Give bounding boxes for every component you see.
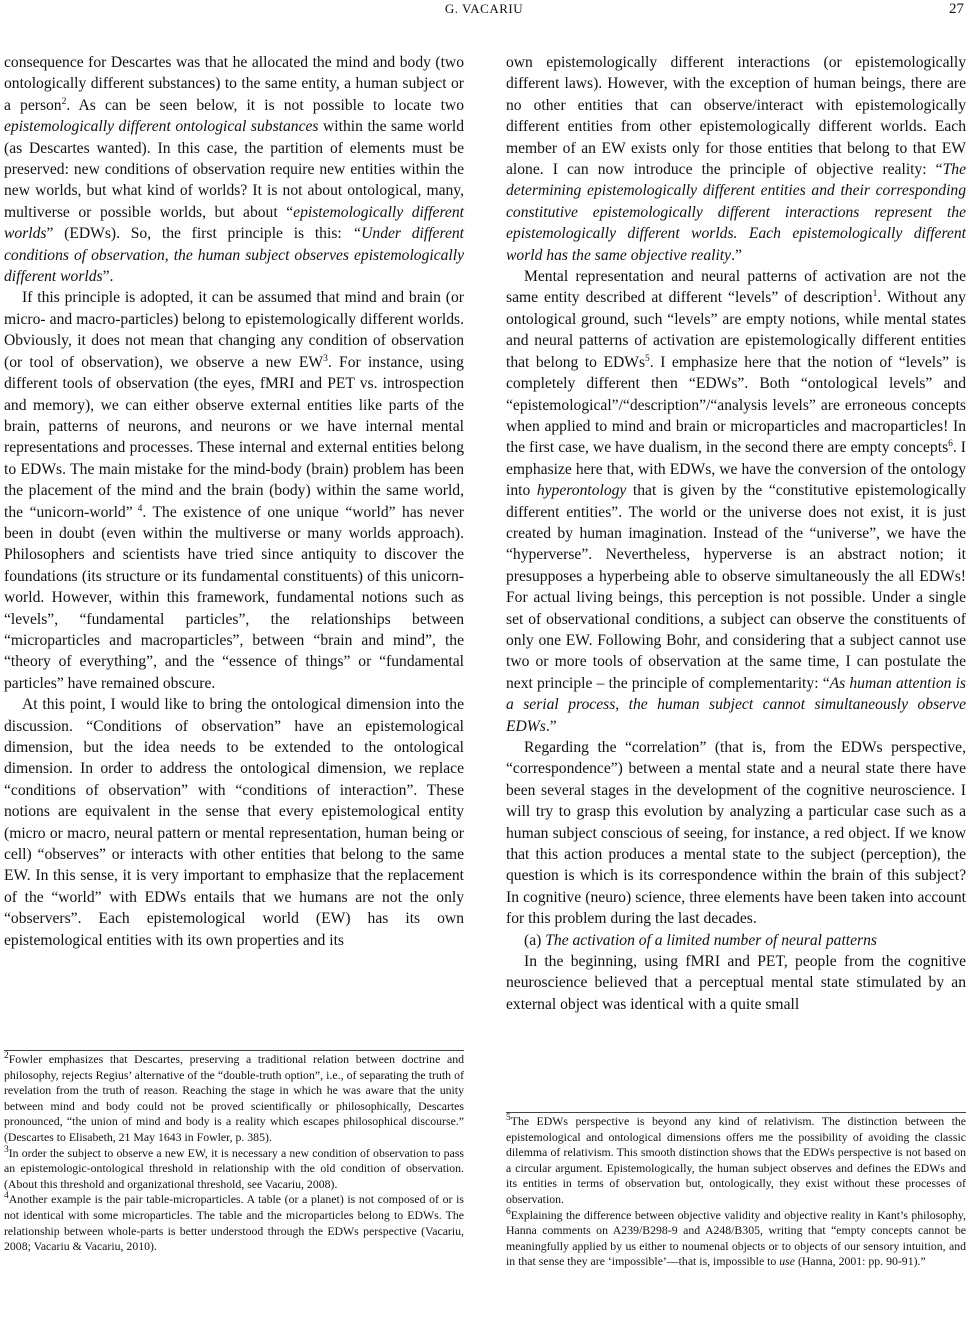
paragraph: Mental representation and neural patterns of activation are not the same entity described at different “levels” of description$^1$. Without any ontological ground, such “levels” are empty notions, while mental states and neural patterns of activation are epistemologically different entities that belong to EDWs$^5$. I emphasize here that the notion of “levels” is completely different then “EDWs”. Both “ontological levels” and “epistemological”/“description”/“analysis levels” are erroneous concepts when applied to mind and brain or microparticles and macroparticles! In the first case, we have dualism, in the second there are empty concepts$^6$. I emphasize here that, with EDWs, we have the conversion of the ontology into hyperontology that is given by the “constitutive epistemologically different entities”. The world or the universe does not exist, it is just created by human imagination. Instead of the “universe”, we have the “hyperverse”. Nevertheless, hyperverse is an abstract notion; it presupposes a hyperbeing able to observe simultaneously the all EDWs! For actual living beings, this perception is not possible. Under a single set of observational conditions, a subject can observe the constituents of only one EW. Following Bohr, and considering that a subject cannot use two or more tools of observation at the same time, I can postulate the next principle – the principle of complementarity: “As human attention is a serial process, the human subject cannot simultaneously observe EDWs.” — [506, 268, 967, 735]
footnote-ref: 5 — [645, 353, 650, 364]
footnote: $^4$Another example is the pair table-microparticles. A table (or a planet) is not composed of or is not identical with some microparticles. The table and the microparticles belong to EDWs. The relationship between whole-parts is better understood through the EDWs perspective (Vacariu, 2008; Vacariu & Vacariu, 2010). — [4, 1191, 464, 1254]
footnote: $^2$Fowler emphasizes that Descartes, preserving a traditional relation between doctrine and philosophy, rejects Regius’ alternative of the “double-truth option”, i.e., of separating the truth of revelation from the truth of reason. Reaching the stage in which he was aware that the unity between mind and body could not be proved scientifically or philosophically, Descartes pronounced, “the union of mind and body is a reality which escapes philosophical discourse.” (Descartes to Elisabeth, 21 May 1643 in Fowler, p. 385). — [4, 1051, 464, 1144]
footnote-ref: 4 — [132, 503, 143, 514]
footnotes-left — [4, 1052, 464, 1255]
paragraph: In the beginning, using fMRI and PET, people from the cognitive neuroscience believed that a perceptual mental state stimulated by an external object was identical with a quite small — [506, 953, 966, 1013]
paragraph: At this point, I would like to bring the ontological dimension into the discussion. “Conditions of observation” have an epistemological dimension, but the idea needs to be extended to the ontological dimension. In order to address the ontological dimension, we replace “conditions of observation” with “conditions of interaction”. These notions are equivalent in the sense that every epistemological entity (micro or macro, neural pattern or mental representation, human being or cell) “observes” or interacts with other entities that belong to the same EW. In this sense, it is very important to emphasize that the replacement of the “world” with EDWs entails that we humans are not the only “observers”. Each epistemological world (EW) has its own epistemological entities with its own properties and its — [4, 696, 464, 949]
footnote-ref: 2 — [61, 96, 67, 107]
section-heading: (a) The activation of a limited number of neural patterns — [524, 931, 877, 949]
footnote-rule — [506, 1112, 966, 1113]
footnote-ref: 1 — [872, 289, 878, 300]
running-head: G. VACARIU — [444, 1, 524, 16]
footnote-ref: 3 — [323, 353, 328, 364]
page-number: 27 — [949, 1, 964, 17]
right-column — [506, 52, 966, 1015]
footnote: $^3$In order the subject to observe a new EW, it is necessary a new condition of observation to pass an epistemologic-ontological threshold in relationship with the old condition of observation. (About this threshold and organizational threshold, see Vacariu, 2008). — [4, 1144, 464, 1191]
paragraph: own epistemologically different interactions (or epistemologically different laws). However, with the exception of human beings, there are no other entities that can observe/interact with epistemologically different entities from other epistemologically different worlds. Each member of an EW exists only for those entities that belong to that EW alone. I can now introduce the principle of objective reality: “The determining epistemologically different entities and their corresponding constitutive epistemologically different interactions represent the epistemologically different worlds. Each epistemologically different world has the same objective reality.” — [506, 54, 966, 264]
footnote-rule — [4, 1050, 464, 1051]
footnote: $^6$Explaining the difference between objective validity and objective reality in Kant’s philosophy, Hanna comments on A239/B298-9 and A248/B305, writing that “empty concepts cannot be meaningfully applied by us either to noumenal objects or to objects of our sensory intuition, and in that sense they are ‘impossible’—that is, impossible to use (Hanna, 2001: pp. 90-91).” — [506, 1206, 966, 1269]
paragraph: Regarding the “correlation” (that is, from the EDWs perspective, “correspondence”) between a mental state and a neural state there have been several stages in the development of the cognitive neuroscience. I will try to grasp this evolution by analyzing a particular case such as a human subject conscious of seeing, for instance, a red object. If we know that this action produces a mental state to the subject (perception), the question is which is its correspondence within the brain of this subject? In cognitive (neuro) science, three elements have been taken into account for this problem during the last decades. — [506, 739, 966, 928]
left-column — [4, 52, 464, 951]
paragraph: If this principle is adopted, it can be assumed that mind and brain (or micro- and macro-particles) belong to epistemologically different worlds. Obviously, it does not mean that changing any condition of observation (or tool of observation), we observe a new $EW^3$. For instance, using different tools of observation (the eyes, fMRI and PET vs. introspection and memory), we can either observe external entities like parts of the brain, patterns of neurons, and neurons or we have internal mental representations and processes. These internal and external entities belong to EDWs. The main mistake for the mind-body (brain) problem has been the placement of the mind and the brain (body) within the same world, the “unicorn-world” $^4$. The existence of one unique “world” has never been in doubt (even within the multiverse or many worlds approach). Philosophers and scientists have tried since antiquity to discover the foundations (its structure or its fundamental constituents) of this unicorn-world. However, within this framework, fundamental notions such as “levels”, “fundamental particles”, the relationships between “microparticles and macroparticles”, between “brain and mind”, the “theory of everything”, and the “essence of things” or “fundamental particles” have remained obscure. — [4, 289, 464, 692]
footnote: $^5$The EDWs perspective is beyond any kind of relativism. The distinction between the epistemological and ontological dimensions offers me the possibility of avoiding the classic dilemma of relativism. This smooth distinction shows that the EDWs perspective is not based on a circular argument. Epistemologically, the human subject observes and defines the EDWs and its entities in terms of observation but, ontologically, they exist without these processes of observation. — [506, 1113, 966, 1206]
page-header — [0, 0, 968, 24]
footnotes-right — [506, 1114, 966, 1270]
footnote-ref: 6 — [948, 439, 953, 450]
paragraph: consequence for Descartes was that he allocated the mind and body (two ontologically different substances) to the same entity, a human subject or a person$^2$. As can be seen below, it is not possible to locate two epistemologically different ontological substances within the same world (as Descartes wanted). In this case, the partition of elements must be preserved: new conditions of observation require new entities within the new worlds, but what kind of worlds? It is not about ontological, many, multiverse or possible worlds, but about “epistemologically different worlds” (EDWs). So, the first principle is this: “Under different conditions of observation, the human subject observes epistemologically different worlds”. — [4, 54, 465, 286]
